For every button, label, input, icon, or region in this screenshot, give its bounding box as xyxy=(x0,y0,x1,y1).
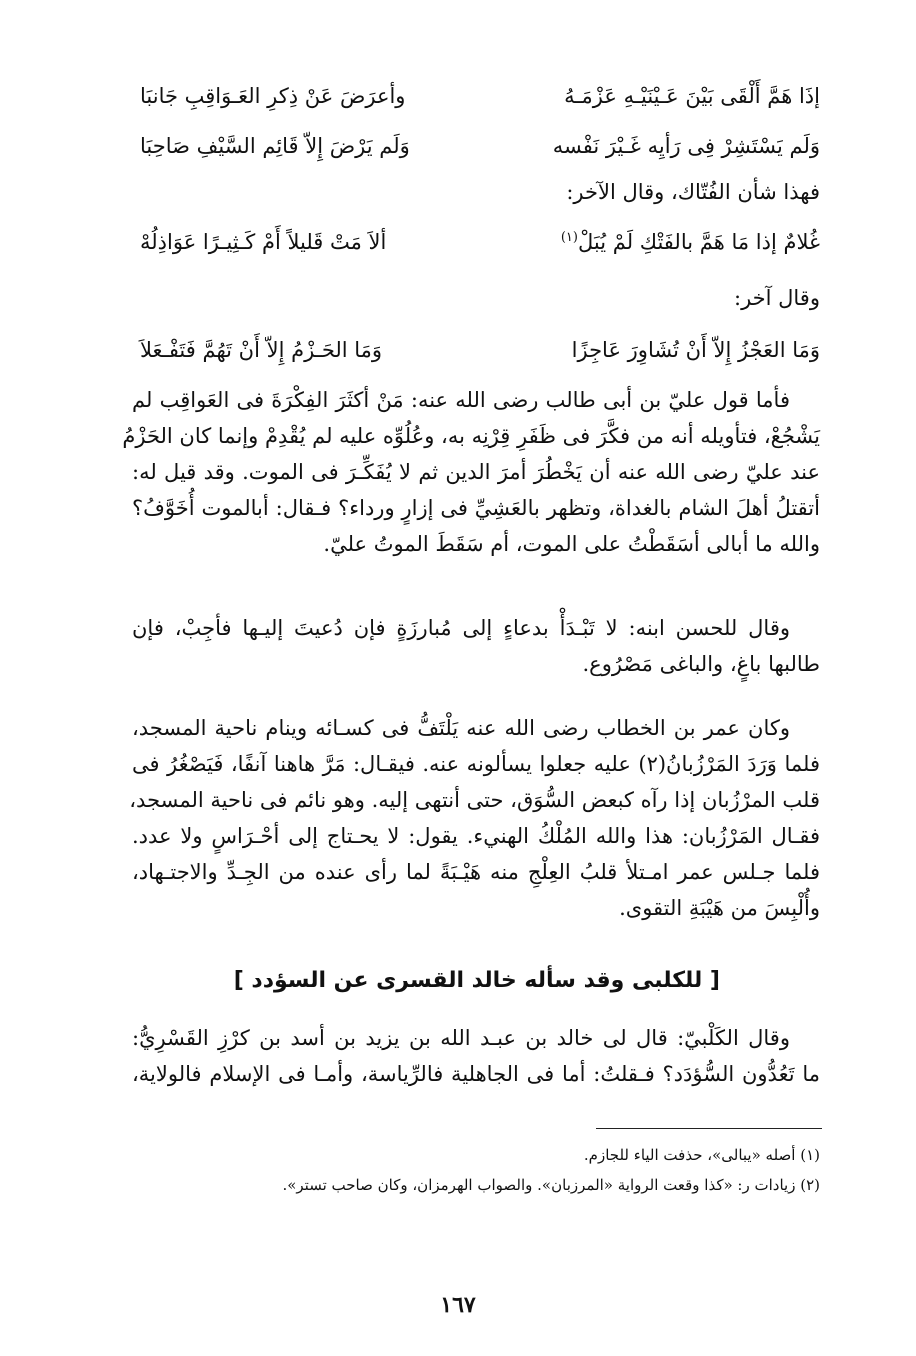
intro-line-1: فهذا شأن الفُتّاك، وقال الآخر: xyxy=(566,180,820,204)
text-line: وقال الكَلْبيّ: قال لى خالد بن عبـد الله بن يزيد بن أسد بن كرْزِ القَسْرِيُّ: xyxy=(132,1026,790,1050)
verse-hemistich-right: وَلَم يَسْتَشِرْ فِى رَأيِه غَـيْرَ نَفْسه xyxy=(552,134,820,158)
text-line: قلب المرْزُبان إذا رآه كبعض السُّوَق، حتى أنتهى إليه. وهو نائم فى ناحية المسجد، xyxy=(129,788,820,812)
verse-line-1 xyxy=(140,76,820,116)
paragraph-4 xyxy=(132,1020,820,1092)
verse-line-4 xyxy=(140,330,820,370)
verse-hemistich-left: وأعرَضَ عَنْ ذِكرِ العَـوَاقِبِ جَانبَا xyxy=(140,84,406,108)
footnote-1: (١) أصله «يبالى»، حذفت الياء للجازم. xyxy=(583,1146,820,1164)
paragraph-3 xyxy=(129,710,820,926)
section-heading: [ للكلبى وقد سأله خالد القسرى عن السؤدد ] xyxy=(233,968,720,993)
text-line: وكان عمر بن الخطاب رضى الله عنه يَلْتَفُّ فى كسـائه وينام ناحية المسجد، xyxy=(132,716,790,740)
text-line: طالبها باغٍ، والباغى مَصْرُوع. xyxy=(582,652,820,676)
footnote-divider xyxy=(596,1128,822,1129)
verse-line-3 xyxy=(140,222,820,262)
text-line: ما تَعُدُّون السُّؤدَد؟ فـقلتُ: أما فى الجاهلية فالرِّياسة، وأمـا فى الإسلام فالولاية، xyxy=(132,1062,820,1086)
paragraph-2 xyxy=(132,610,820,682)
footnote-2: (٢) زيادات ر: «كذا وقعت الرواية «المرزبان». والصواب الهرمزان، وكان صاحب تستر». xyxy=(282,1176,820,1194)
text-line: أتقتلُ أهلَ الشام بالغداة، وتظهر بالعَشِيِّ فى إزارٍ ورداء؟ فـقال: أبالموت أُخَوَّفُ؟ xyxy=(132,496,820,520)
verse-hemistich-left: ألاَ مَتْ قَليلاً أَمْ كَـثِيـرًا عَوَاذِلُهْ xyxy=(140,230,387,254)
text-line: وقال للحسن ابنه: لا تَبْـدَأْ بدعاءٍ إلى مُبارزَةٍ فإن دُعيتَ إليـها فأجِبْ، فإن xyxy=(132,616,790,640)
text-line: فقـال المَرْزُبان: هذا والله المُلْكُ الهنيء. يقول: لا يحـتاج إلى أحْـرَاسٍ ولا عدد. xyxy=(132,824,820,848)
verse-hemistich-right: غُلامٌ إذا مَا هَمَّ بالفَتْكِ لَمْ يُبَلْ$^{(١)}$ xyxy=(560,230,820,254)
page-number: ١٦٧ xyxy=(440,1292,476,1318)
text-line: والله ما أبالى أسَقَطْتُ على الموت، أم سَقَطَ الموتُ عليّ. xyxy=(323,532,820,556)
footnote-ref-1: (١) xyxy=(560,230,578,245)
text-line: فلما وَرَدَ المَرْزُبانُ(٢) عليه جعلوا يسألونه عنه. فيقـال: مَرَّ هاهنا آنفًا، فَيَصْغُرُ فى xyxy=(132,752,820,776)
verse-hemistich-left: وَلَم يَرْضَ إِلاّ قَائِم السَّيْفِ صَاحِبَا xyxy=(140,134,410,158)
text-line: وأُلْبِسَ من هَيْبَةِ التقوى. xyxy=(619,896,820,920)
verse-hemistich-right: وَمَا العَجْزُ إِلاّ أَنْ تُشَاوِرَ عَاجِزًا xyxy=(571,338,820,362)
verse-hemistich-right: إذَا هَمَّ أَلْقَى بَيْنَ عَـيْنَيْـهِ عَزْمَـهُ xyxy=(564,84,820,108)
text-line: فلما جـلس عمر امـتلأ قلبُ العِلْجِ منه هَيْـبَةً لما رأى عنده من الجِـدِّ والاجتـهاد، xyxy=(132,860,820,884)
verse-line-2 xyxy=(140,126,820,166)
verse-hemistich-left: وَمَا الحَـزْمُ إِلاّ أَنْ تَهُمَّ فَتَفْـعَلاَ xyxy=(140,338,383,362)
text-line: فأما قول عليّ بن أبى طالب رضى الله عنه: مَنْ أكثَرَ الفِكْرَةَ فى العَواقِب لم xyxy=(132,388,790,412)
paragraph-1 xyxy=(122,382,820,562)
text-line: يَشْجُعْ، فتأويله أنه من فكَّرَ فى ظَفَرِ قِرْنِه به، وعُلُوِّه عليه لم يُقْدِمْ وإنما كان الحَزْمُ xyxy=(122,424,820,448)
intro-line-2: وقال آخر: xyxy=(734,286,820,310)
text-line: عند عليّ رضى الله عنه أن يَخْطُرَ أمرَ الدين ثم لا يُفَكِّـرَ فى الموت. وقد قيل له: xyxy=(132,460,820,484)
